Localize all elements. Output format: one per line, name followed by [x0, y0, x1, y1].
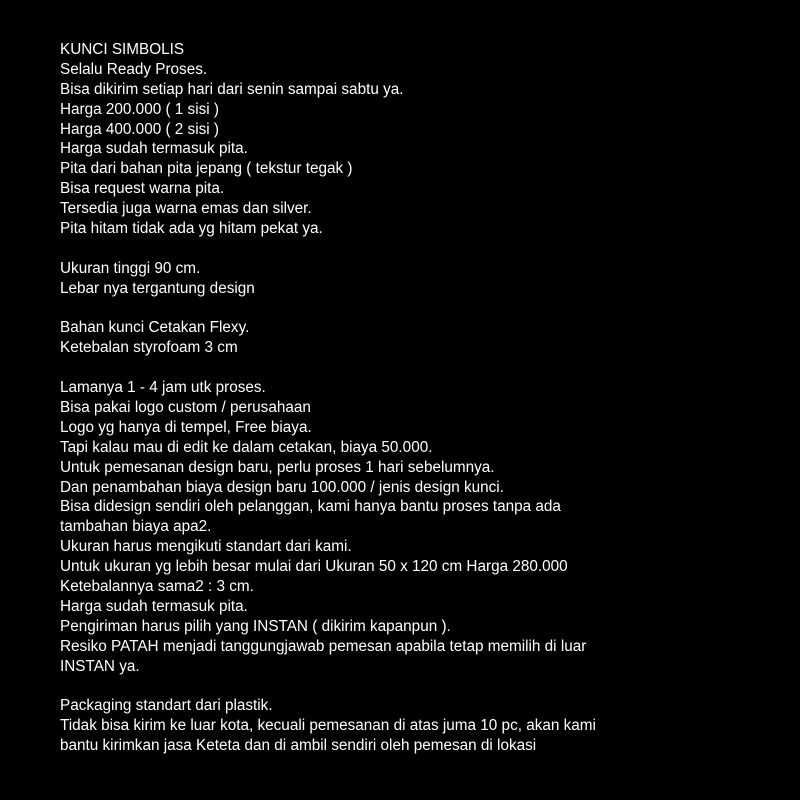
text-line: Bisa dikirim setiap hari dari senin sampai sabtu ya. [60, 80, 404, 98]
text-line: Lamanya 1 - 4 jam utk proses. [60, 379, 266, 397]
material-line: Ketebalan styrofoam 3 cm [60, 339, 238, 357]
text-line: tambahan biaya apa2. [60, 518, 212, 536]
size-line: Lebar nya tergantung design [60, 279, 255, 297]
text-line: Harga sudah termasuk pita. [60, 597, 248, 615]
text-line: Logo yg hanya di tempel, Free biaya. [60, 418, 312, 436]
shipping-line: Pengiriman harus pilih yang INSTAN ( dikirim kapanpun ). [60, 617, 451, 635]
packaging-line: Tidak bisa kirim ke luar kota, kecuali pemesanan di atas juma 10 pc, akan kami [60, 717, 596, 735]
text-line: Dan penambahan biaya design baru 100.000 / jenis design kunci. [60, 478, 504, 496]
text-line: Tersedia juga warna emas dan silver. [60, 200, 312, 218]
text-line: Pita dari bahan pita jepang ( tekstur tegak ) [60, 160, 353, 178]
text-line: Harga sudah termasuk pita. [60, 140, 248, 158]
shipping-line: INSTAN ya. [60, 657, 140, 675]
title-line: KUNCI SIMBOLIS [60, 41, 185, 58]
text-line: Bisa request warna pita. [60, 180, 225, 198]
blank-line [60, 677, 780, 697]
blank-line [60, 299, 780, 319]
price-line: Harga 400.000 ( 2 sisi ) [60, 120, 219, 138]
text-line: Ukuran harus mengikuti standart dari kami. [60, 538, 352, 556]
text-line: Bisa didesign sendiri oleh pelanggan, kami hanya bantu proses tanpa ada [60, 498, 561, 516]
text-line: Tapi kalau mau di edit ke dalam cetakan, biaya 50.000. [60, 438, 433, 456]
text-line: Bisa pakai logo custom / perusahaan [60, 399, 311, 417]
text-line: Pita hitam tidak ada yg hitam pekat ya. [60, 220, 323, 238]
text-line: Selalu Ready Proses. [60, 60, 208, 78]
text-line: Ketebalannya sama2 : 3 cm. [60, 578, 254, 596]
blank-line [60, 239, 780, 259]
material-line: Bahan kunci Cetakan Flexy. [60, 319, 250, 337]
blank-line [60, 358, 780, 378]
text-line: Untuk ukuran yg lebih besar mulai dari Ukuran 50 x 120 cm Harga 280.000 [60, 558, 568, 576]
packaging-line: Packaging standart dari plastik. [60, 697, 273, 715]
packaging-line: bantu kirimkan jasa Keteta dan di ambil sendiri oleh pemesan di lokasi [60, 737, 537, 755]
price-line: Harga 200.000 ( 1 sisi ) [60, 100, 219, 118]
text-line: Untuk pemesanan design baru, perlu proses 1 hari sebelumnya. [60, 458, 495, 476]
size-line: Ukuran tinggi 90 cm. [60, 259, 201, 277]
product-description-text [60, 40, 780, 756]
shipping-line: Resiko PATAH menjadi tanggungjawab pemesan apabila tetap memilih di luar [60, 637, 587, 655]
